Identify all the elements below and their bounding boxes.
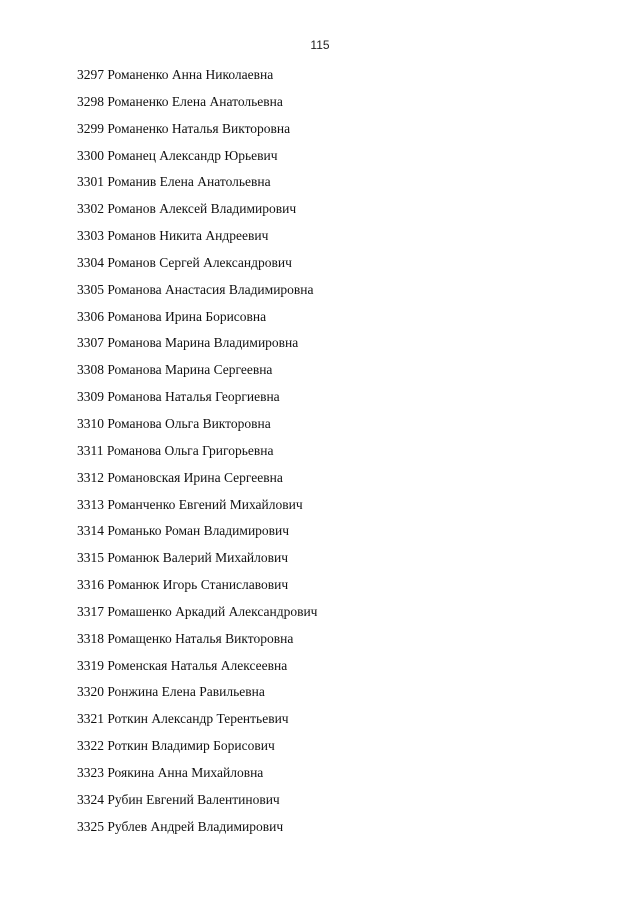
list-item: 3309 Романова Наталья Георгиевна [77,389,280,405]
list-item: 3312 Романовская Ирина Сергеевна [77,469,283,485]
list-item: 3314 Романько Роман Владимирович [77,523,290,539]
list-item: 3315 Романюк Валерий Михайлович [77,550,289,566]
list-item: 3300 Романец Александр Юрьевич [77,147,278,163]
list-item: 3307 Романова Марина Владимировна [77,335,299,351]
list-item: 3297 Романенко Анна Николаевна [77,67,274,82]
list-item: 3323 Роякина Анна Михайловна [77,764,264,780]
list-item: 3301 Романив Елена Анатольевна [77,174,271,190]
list-item: 3322 Роткин Владимир Борисович [77,738,275,754]
list-item: 3302 Романов Алексей Владимирович [77,201,297,217]
list-item: 3304 Романов Сергей Александрович [77,254,292,270]
list-item: 3316 Романюк Игорь Станиславович [77,577,289,593]
list-item: 3310 Романова Ольга Викторовна [77,415,271,431]
list-item: 3303 Романов Никита Андреевич [77,228,269,244]
list-item: 3320 Ронжина Елена Равильевна [77,684,265,700]
list-item: 3321 Роткин Александр Терентьевич [77,711,289,727]
page-number: 115 [310,38,330,52]
list-item: 3299 Романенко Наталья Викторовна [77,120,291,136]
list-item: 3324 Рубин Евгений Валентинович [77,791,280,807]
list-item: 3325 Рублев Андрей Владимирович [77,818,284,834]
list-item: 3313 Романченко Евгений Михайлович [77,496,303,512]
list-item: 3308 Романова Марина Сергеевна [77,362,273,378]
list-item: 3319 Роменская Наталья Алексеевна [77,657,288,673]
list-item: 3306 Романова Ирина Борисовна [77,308,267,324]
list-item: 3317 Ромашенко Аркадий Александрович [77,603,318,619]
list-item: 3298 Романенко Елена Анатольевна [77,93,283,109]
name-list [77,66,317,844]
list-item: 3311 Романова Ольга Григорьевна [77,442,274,458]
list-item: 3305 Романова Анастасия Владимировна [77,281,314,297]
list-item: 3318 Ромащенко Наталья Викторовна [77,630,294,646]
